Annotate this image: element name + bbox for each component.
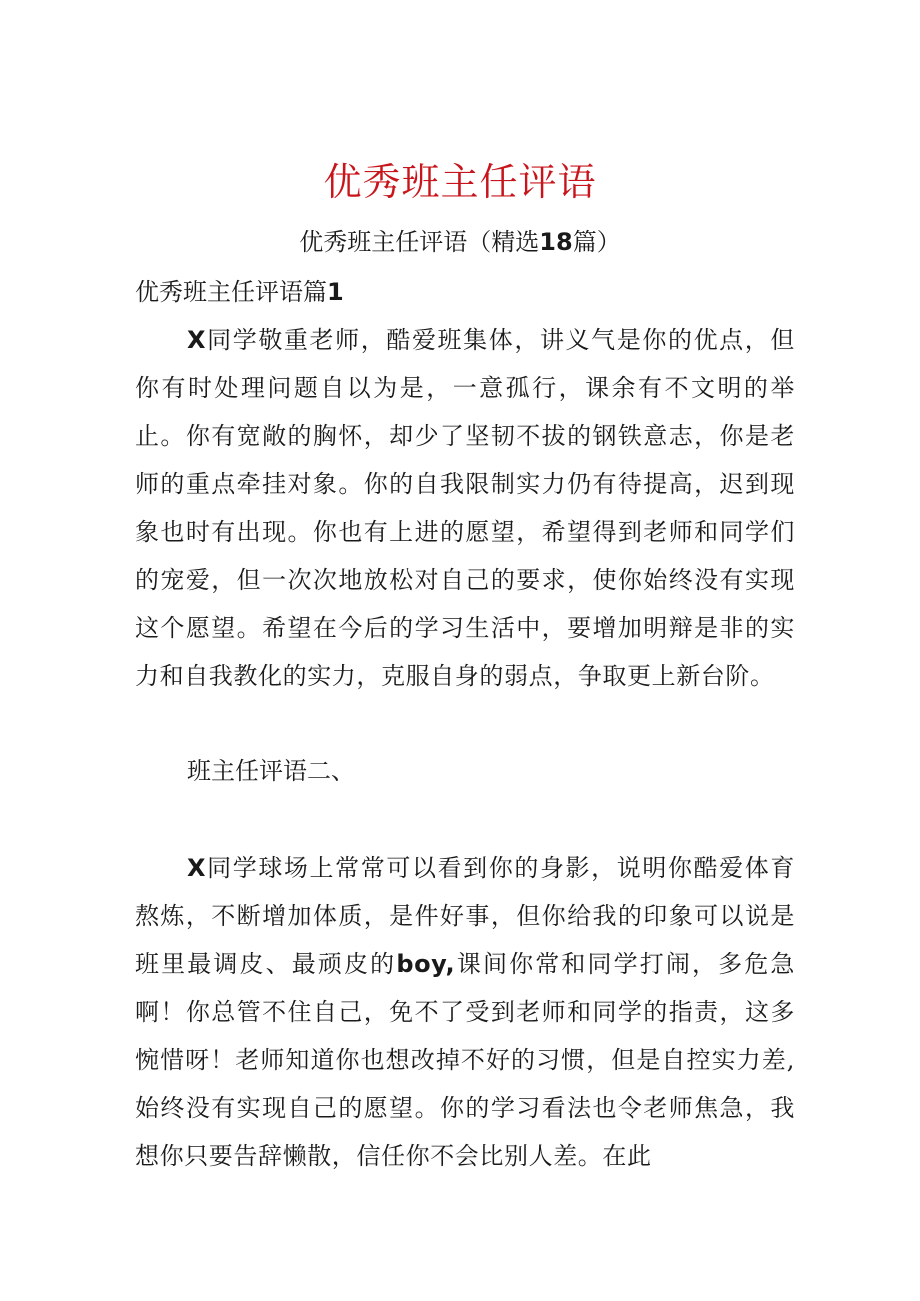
paragraph-1 <box>135 316 795 700</box>
subtitle-number: 18 <box>539 228 573 256</box>
paragraph-2-boy: boy, <box>396 950 456 978</box>
document-subtitle <box>0 226 920 258</box>
section-heading-1 <box>135 276 344 308</box>
paragraph-1-text: 同学敬重老师，酷爱班集体，讲义气是你的优点，但你有时处理问题自以为是，一意孤行，课余有不文明的举止。你有宽敞的胸怀，却少了坚韧不拔的钢铁意志，你是老师的重点牵挂对象。你的自我限制实力仍有待提高，迟到现象也时有出现。你也有上进的愿望，希望得到老师和同学们的宠爱，但一次次地放松对自己的要求，使你始终没有实现这个愿望。希望在今后的学习生活中，要增加明辩是非的实力和自我教化的实力，克服自身的弱点，争取更上新台阶。 <box>135 326 795 690</box>
paragraph-2-text-a: 同学球场上常常可以看到你的身影，说明你酷爱体育熬炼，不断增加体质，是件好事，但你给我的印象可以说是班里最调皮、最顽皮的 <box>135 854 795 978</box>
paragraph-1-x: X <box>187 326 207 354</box>
heading-number: 1 <box>327 278 344 306</box>
document-title: 优秀班主任评语 <box>323 160 597 204</box>
section-heading-2: 班主任评语二、 <box>187 757 355 785</box>
paragraph-2 <box>135 844 795 1180</box>
heading-text: 优秀班主任评语篇 <box>135 278 327 306</box>
paragraph-2-text-b: 课间你常和同学打闹，多危急啊！你总管不住自己，免不了受到老师和同学的指责，这多惋惜呀！老师知道你也想改掉不好的习惯，但是自控实力差,始终没有实现自己的愿望。你的学习看法也令老师焦急，我想你只要告辞懒散，信任你不会比别人差。在此 <box>135 950 795 1170</box>
subtitle-suffix: 篇） <box>572 228 621 256</box>
subtitle-prefix: 优秀班主任评语（精选 <box>299 228 540 256</box>
paragraph-2-x: X <box>187 854 207 882</box>
